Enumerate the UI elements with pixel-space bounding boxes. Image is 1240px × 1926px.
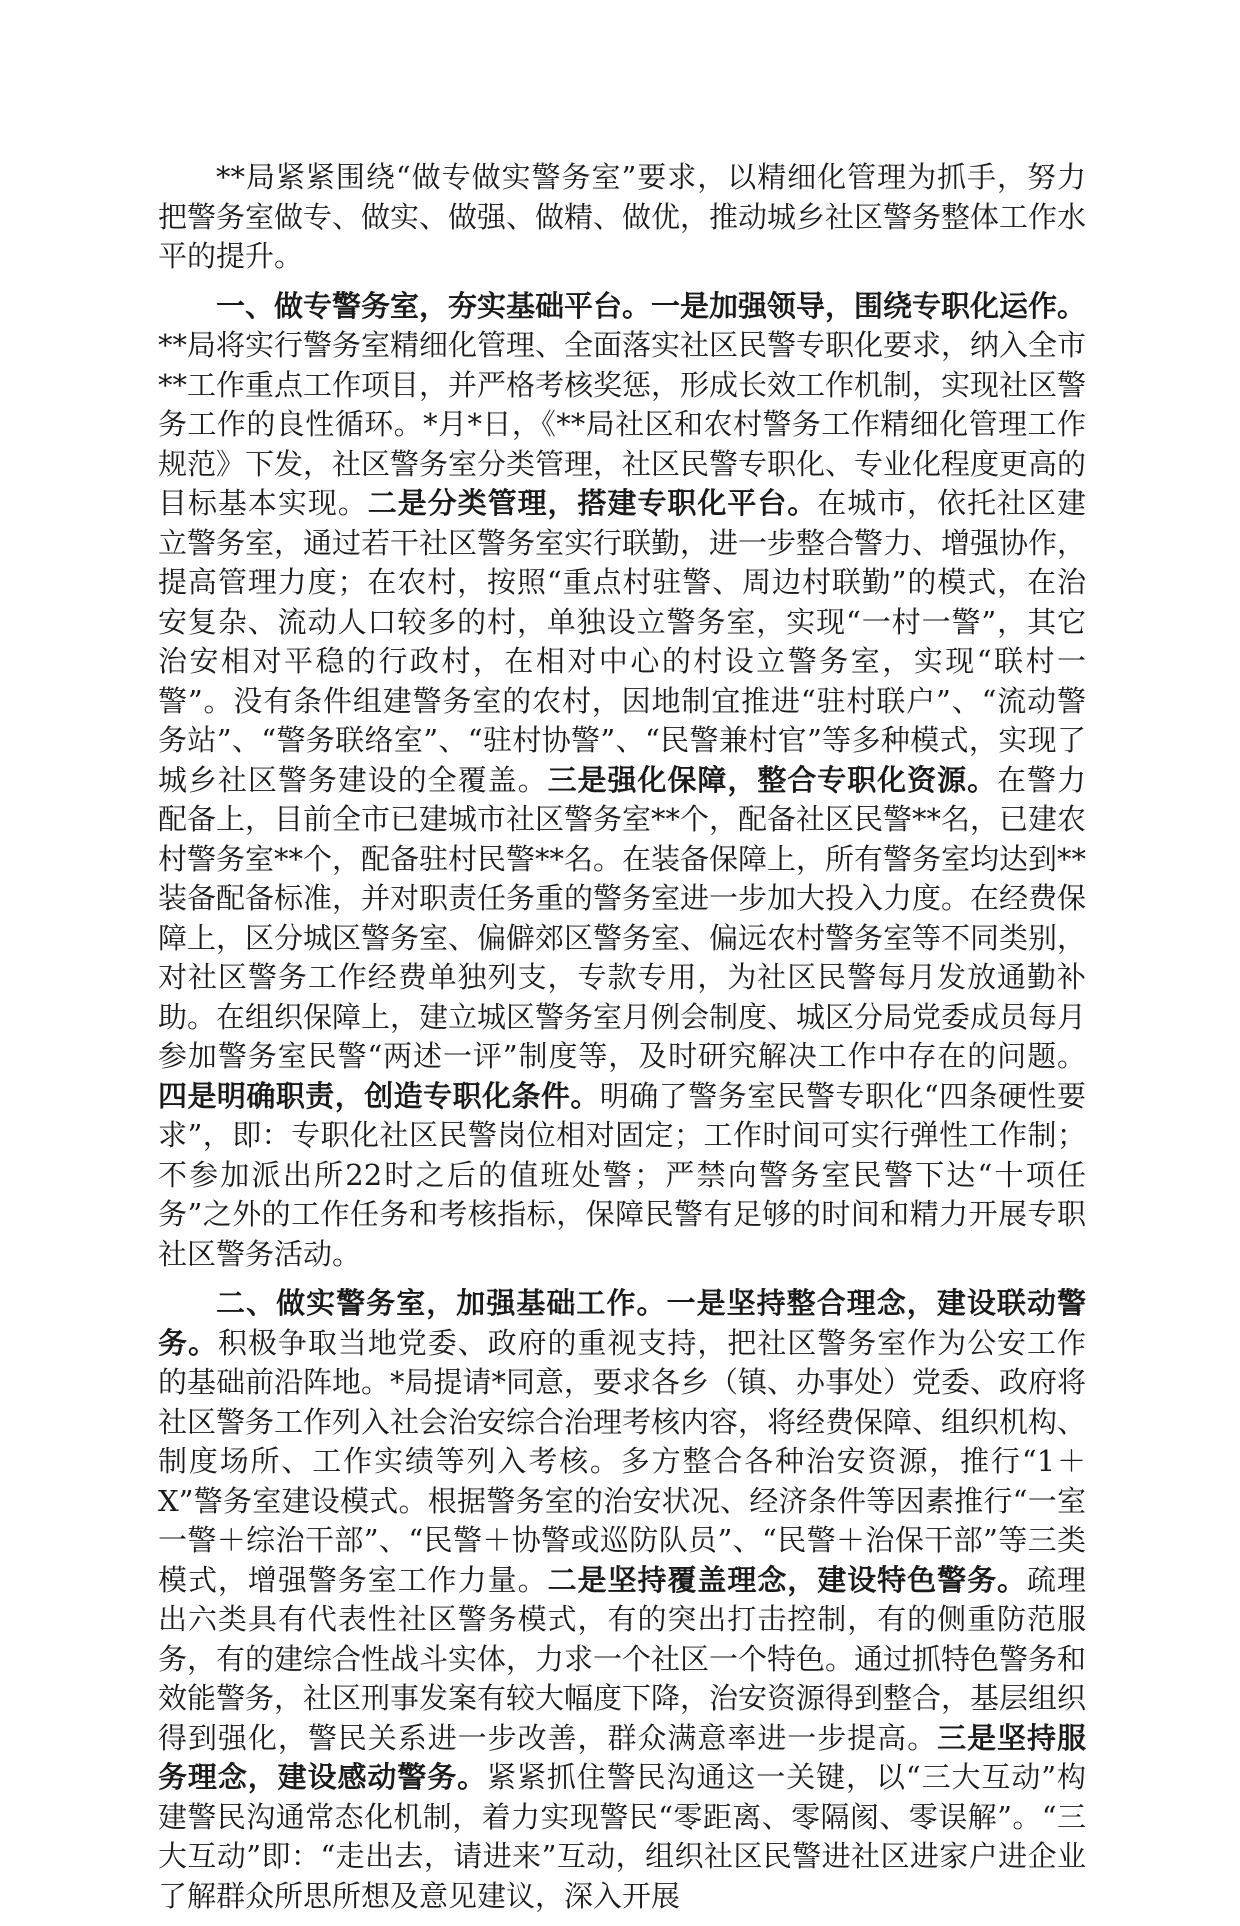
text-run: 疏理出六类具有代表性社区警务模式，有的突出打击控制，有的侧重防范服务，有的建综合性战斗实体，力求一个社区一个特色。通过抓特色警务和效能警务，社区刑事发案有较大幅度下降，治安资源得到整合，基层组织得到强化，警民关系进一步改善，群众满意率进一步提高。 xyxy=(158,1562,1087,1755)
subsection-heading: 二是坚持覆盖理念，建设特色警务。 xyxy=(547,1562,1028,1597)
text-run: **局将实行警务室精细化管理、全面落实社区民警专职化要求，纳入全市**工作重点工作项目，并严格考核奖惩，形成长效工作机制，实现社区警务工作的良性循环。*月*日，《**局社区和农村警务工作精细化管理工作规范》下发，社区警务室分类管理，社区民警专职化、专业化程度更高的目标基本实现。 xyxy=(158,328,1087,520)
subsection-heading: 三是强化保障，整合专职化资源。 xyxy=(547,762,998,797)
paragraph-section-two xyxy=(158,1284,1086,1916)
paragraph-intro xyxy=(158,158,1086,277)
paragraph-section-one xyxy=(158,287,1086,1275)
text-run: 积极争取当地党委、政府的重视支持，把社区警务室作为公安工作的基础前沿阵地。*局提请*同意，要求各乡（镇、办事处）党委、政府将社区警务工作列入社会治安综合治理考核内容，将经费保障、组织机构、制度场所、工作实绩等列入考核。多方整合各种治安资源，推行“1＋X”警务室建设模式。根据警务室的治安状况、经济条件等因素推行“一室一警＋综治干部”、“民警＋协警或巡防队员”、“民警＋治保干部”等三类模式，增强警务室工作力量。 xyxy=(158,1325,1087,1597)
subsection-heading: 三是坚持服务理念，建设感动警务。 xyxy=(158,1720,1086,1794)
text-run: 在城市，依托社区建立警务室，通过若干社区警务室实行联勤，进一步整合警力、增强协作，提高管理力度；在农村，按照“重点村驻警、周边村联勤”的模式，在治安复杂、流动人口较多的村，单独设立警务室，实现“一村一警”，其它治安相对平稳的行政村，在相对中心的村设立警务室，实现“联村一警”。没有条件组建警务室的农村，因地制宜推进“驻村联户”、“流动警务站”、“警务联络室”、“驻村协警”、“民警兼村官”等多种模式，实现了城乡社区警务建设的全覆盖。 xyxy=(158,486,1087,797)
text-run: **局紧紧围绕“做专做实警务室”要求，以精细化管理为抓手，努力把警务室做专、做实、做强、做精、做优，推动城乡社区警务整体工作水平的提升。 xyxy=(158,160,1087,273)
section-heading: 一、做专警务室，夯实基础平台。一是加强领导，围绕专职化运作。 xyxy=(216,288,1087,323)
subsection-heading: 四是明确职责，创造专职化条件。 xyxy=(158,1078,600,1113)
document-page xyxy=(158,158,1086,1926)
section-heading: 二、做实警务室，加强基础工作。一是坚持整合理念，建设联动警务。 xyxy=(158,1286,1086,1360)
text-run: 紧紧抓住警民沟通这一关键，以“三大互动”构建警民沟通常态化机制，着力实现警民“零距离、零隔阂、零误解”。“三大互动”即：“走出去，请进来”互动，组织社区民警进社区进家户进企业了解群众所思所想及意见建议，深入开展 xyxy=(158,1760,1086,1913)
subsection-heading: 二是分类管理，搭建专职化平台。 xyxy=(367,486,818,520)
text-run: 在警力配备上，目前全市已建城市社区警务室**个，配备社区民警**名，已建农村警务室**个，配备驻村民警**名。在装备保障上，所有警务室均达到**装备配备标准，并对职责任务重的警务室进一步加大投入力度。在经费保障上，区分城区警务室、偏僻郊区警务室、偏远农村警务室等不同类别，对社区警务工作经费单独列支，专款专用，为社区民警每月发放通勤补助。在组织保障上，建立城区警务室月例会制度、城区分局党委成员每月参加警务室民警“两述一评”制度等，及时研究解决工作中存在的问题。 xyxy=(158,762,1087,1073)
text-run: 明确了警务室民警专职化“四条硬性要求”，即：专职化社区民警岗位相对固定；工作时间可实行弹性工作制；不参加派出所22时之后的值班处警；严禁向警务室民警下达“十项任务”之外的工作任务和考核指标，保障民警有足够的时间和精力开展专职社区警务活动。 xyxy=(158,1078,1086,1271)
